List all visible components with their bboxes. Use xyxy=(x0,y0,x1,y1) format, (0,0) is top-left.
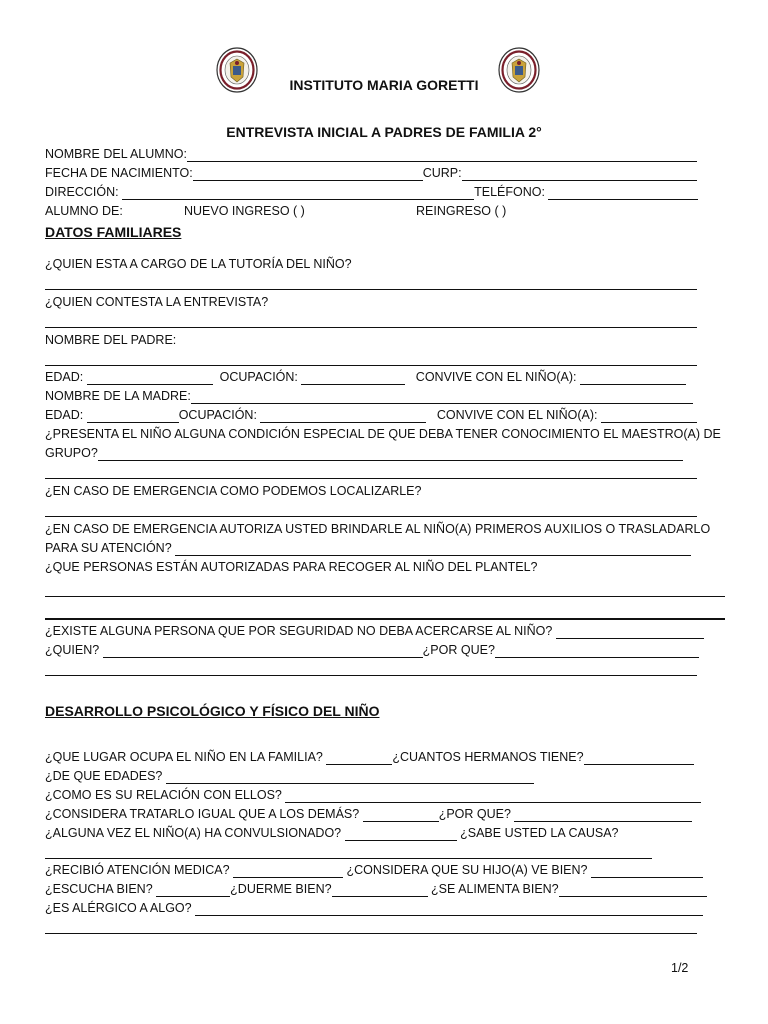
medical-field[interactable] xyxy=(233,865,343,878)
father-name-line[interactable] xyxy=(45,365,697,366)
eating-field[interactable] xyxy=(559,884,707,897)
mother-name-label: NOMBRE DE LA MADRE: xyxy=(45,389,191,403)
why-label: ¿POR QUE? xyxy=(422,643,495,657)
father-details-row xyxy=(45,369,686,385)
hearing-field[interactable] xyxy=(156,884,230,897)
mother-name-field[interactable] xyxy=(191,391,693,404)
family-section-title: DATOS FAMILIARES xyxy=(45,224,182,240)
phone-field[interactable] xyxy=(548,187,698,200)
hearing-sleep-eating-row xyxy=(45,881,707,897)
birth-date-label: FECHA DE NACIMIENTO: xyxy=(45,166,193,180)
convulsion-question: ¿ALGUNA VEZ EL NIÑO(A) HA CONVULSIONADO? xyxy=(45,826,342,840)
equal-why-label: ¿POR QUE? xyxy=(438,807,511,821)
mother-name-row xyxy=(45,388,693,404)
student-name-row xyxy=(45,146,697,162)
who-why-answer-line[interactable] xyxy=(45,675,697,676)
family-place-question: ¿QUE LUGAR OCUPA EL NIÑO EN LA FAMILIA? xyxy=(45,750,323,764)
condition-answer-line[interactable] xyxy=(45,478,697,479)
reentry-option[interactable]: REINGRESO ( ) xyxy=(416,204,507,218)
relation-question: ¿COMO ES SU RELACIÓN CON ELLOS? xyxy=(45,788,282,802)
mother-age-label: EDAD: xyxy=(45,408,84,422)
new-entry-option[interactable]: NUEVO INGRESO ( ) xyxy=(184,204,305,218)
authorized-pickup-line-1[interactable] xyxy=(45,596,725,597)
why-field[interactable] xyxy=(495,645,699,658)
birth-date-field[interactable] xyxy=(193,168,423,181)
father-lives-with-field[interactable] xyxy=(580,372,686,385)
family-place-field[interactable] xyxy=(326,752,392,765)
page-number: 1/2 xyxy=(671,961,689,975)
father-age-label: EDAD: xyxy=(45,370,84,384)
who-why-row xyxy=(45,642,699,658)
student-name-field[interactable] xyxy=(187,149,697,162)
medical-sight-row xyxy=(45,862,703,878)
phone-label: TELÉFONO: xyxy=(474,185,545,199)
siblings-question: ¿CUANTOS HERMANOS TIENE? xyxy=(392,750,584,764)
first-aid-question-line-1: ¿EN CASO DE EMERGENCIA AUTORIZA USTED BRINDARLE AL NIÑO(A) PRIMEROS AUXILIOS O TRASLADARLO xyxy=(45,522,711,536)
authorized-pickup-question: ¿QUE PERSONAS ESTÁN AUTORIZADAS PARA RECOGER AL NIÑO DEL PLANTEL? xyxy=(45,560,538,574)
father-name-label: NOMBRE DEL PADRE: xyxy=(45,333,177,347)
address-label: DIRECCIÓN: xyxy=(45,185,119,199)
convulsion-field[interactable] xyxy=(345,828,457,841)
interviewee-answer-line[interactable] xyxy=(45,327,697,328)
father-age-field[interactable] xyxy=(87,372,213,385)
school-name: INSTITUTO MARIA GORETTI xyxy=(289,77,479,93)
ages-question: ¿DE QUE EDADES? xyxy=(45,769,163,783)
restricted-person-question: ¿EXISTE ALGUNA PERSONA QUE POR SEGURIDAD NO DEBA ACERCARSE AL NIÑO? xyxy=(45,624,553,638)
condition-answer-field[interactable] xyxy=(98,448,683,461)
allergy-field[interactable] xyxy=(195,903,703,916)
allergy-row xyxy=(45,900,703,916)
curp-field[interactable] xyxy=(462,168,697,181)
equal-why-field[interactable] xyxy=(514,809,692,822)
mother-details-row xyxy=(45,407,697,423)
first-aid-answer-field[interactable] xyxy=(175,543,691,556)
sight-question: ¿CONSIDERA QUE SU HIJO(A) VE BIEN? xyxy=(346,863,588,877)
emergency-contact-line[interactable] xyxy=(45,516,697,517)
mother-age-field[interactable] xyxy=(87,410,179,423)
sleep-question: ¿DUERME BIEN? xyxy=(230,882,332,896)
mother-lives-with-field[interactable] xyxy=(601,410,697,423)
equal-treatment-question: ¿CONSIDERA TRATARLO IGUAL QUE A LOS DEMÁS? xyxy=(45,807,360,821)
medical-question: ¿RECIBIÓ ATENCIÓN MEDICA? xyxy=(45,863,230,877)
student-name-label: NOMBRE DEL ALUMNO: xyxy=(45,147,187,161)
equal-treatment-row xyxy=(45,806,692,822)
development-section-title: DESARROLLO PSICOLÓGICO Y FÍSICO DEL NIÑO xyxy=(45,703,380,719)
mother-occupation-label: OCUPACIÓN: xyxy=(178,408,257,422)
relation-row xyxy=(45,787,701,803)
first-aid-row xyxy=(45,540,691,556)
eating-question: ¿SE ALIMENTA BIEN? xyxy=(431,882,559,896)
convulsion-row xyxy=(45,825,619,841)
condition-question-line-2: GRUPO? xyxy=(45,446,98,460)
birth-curp-row xyxy=(45,165,697,181)
relation-field[interactable] xyxy=(285,790,701,803)
form-title: ENTREVISTA INICIAL A PADRES DE FAMILIA 2° xyxy=(226,124,542,140)
equal-treatment-field[interactable] xyxy=(363,809,439,822)
mother-lives-with-label: CONVIVE CON EL NIÑO(A): xyxy=(436,408,598,422)
cause-answer-line[interactable] xyxy=(45,858,652,859)
sight-field[interactable] xyxy=(591,865,703,878)
allergy-answer-line[interactable] xyxy=(45,933,697,934)
father-occupation-label: OCUPACIÓN: xyxy=(219,370,298,384)
emergency-contact-question: ¿EN CASO DE EMERGENCIA COMO PODEMOS LOCALIZARLE? xyxy=(45,484,422,498)
address-phone-row xyxy=(45,184,698,200)
restricted-person-row xyxy=(45,623,704,639)
condition-question-line-1: ¿PRESENTA EL NIÑO ALGUNA CONDICIÓN ESPECIAL DE QUE DEBA TENER CONOCIMIENTO EL MAESTRO(A) DE xyxy=(45,427,721,441)
ages-row xyxy=(45,768,534,784)
sleep-field[interactable] xyxy=(332,884,428,897)
father-lives-with-label: CONVIVE CON EL NIÑO(A): xyxy=(415,370,577,384)
student-of-label: ALUMNO DE: xyxy=(45,204,123,218)
address-field[interactable] xyxy=(122,187,474,200)
ages-field[interactable] xyxy=(166,771,534,784)
condition-question-row xyxy=(45,445,683,461)
restricted-person-field[interactable] xyxy=(556,626,704,639)
cause-question: ¿SABE USTED LA CAUSA? xyxy=(460,826,619,840)
student-type-row xyxy=(45,203,123,219)
allergy-question: ¿ES ALÉRGICO A ALGO? xyxy=(45,901,192,915)
father-occupation-field[interactable] xyxy=(301,372,405,385)
authorized-pickup-line-2[interactable] xyxy=(45,618,725,620)
hearing-question: ¿ESCUCHA BIEN? xyxy=(45,882,153,896)
who-label: ¿QUIEN? xyxy=(45,643,100,657)
siblings-field[interactable] xyxy=(584,752,694,765)
place-siblings-row xyxy=(45,749,694,765)
tutor-answer-line[interactable] xyxy=(45,289,697,290)
tutor-question: ¿QUIEN ESTA A CARGO DE LA TUTORÍA DEL NIÑO? xyxy=(45,257,352,271)
who-field[interactable] xyxy=(103,645,423,658)
curp-label: CURP: xyxy=(422,166,462,180)
mother-occupation-field[interactable] xyxy=(260,410,426,423)
first-aid-question-line-2: PARA SU ATENCIÓN? xyxy=(45,541,172,555)
interviewee-question: ¿QUIEN CONTESTA LA ENTREVISTA? xyxy=(45,295,269,309)
